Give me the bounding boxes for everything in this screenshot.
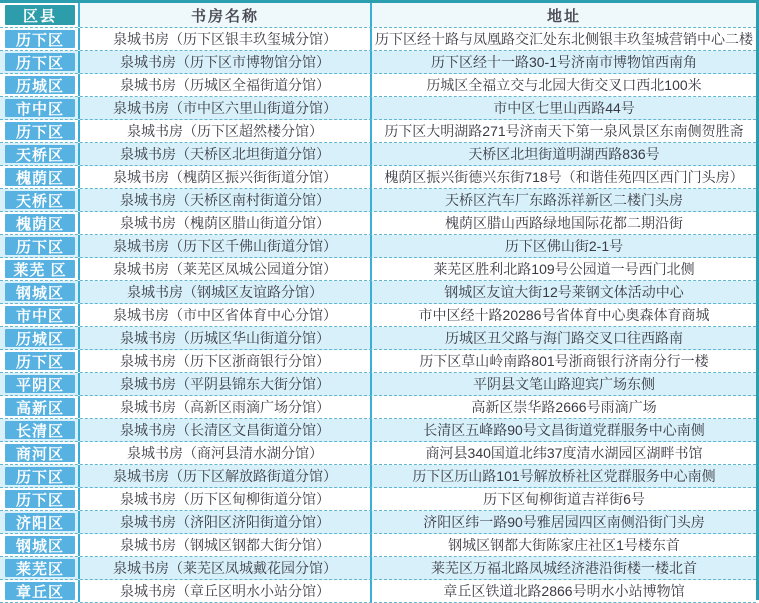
address-cell: 长清区五峰路90号文昌街道党群服务中心南侧 <box>423 422 705 438</box>
table-row <box>0 465 756 488</box>
table-row <box>0 350 756 373</box>
room-name-cell: 泉城书房（历下区解放路街道分馆） <box>78 465 372 487</box>
room-name-cell: 泉城书房（历下区银丰玖玺城分馆） <box>78 28 372 50</box>
room-name-cell: 泉城书房（莱芜区凤城戴花园分馆） <box>78 557 372 579</box>
table-row <box>0 212 756 235</box>
district-label: 市中区 <box>5 99 75 117</box>
room-name-cell: 泉城书房（高新区雨滴广场分馆） <box>78 396 372 418</box>
district-cell <box>0 143 78 165</box>
room-name-cell: 泉城书房（槐荫区腊山街道分馆） <box>78 212 372 234</box>
address-cell: 市中区七里山西路44号 <box>493 100 635 116</box>
column-header-name: 书房名称 <box>78 3 372 27</box>
table-row <box>0 327 756 350</box>
district-label: 长清区 <box>5 421 75 439</box>
district-label: 莱芜区 <box>5 559 75 577</box>
room-name-cell: 泉城书房（历下区浙商银行分馆） <box>78 350 372 372</box>
district-label: 平阴区 <box>5 375 75 393</box>
table-row <box>0 511 756 534</box>
district-label: 钢城区 <box>5 283 75 301</box>
column-header-address: 地址 <box>372 3 756 27</box>
district-cell <box>0 488 78 510</box>
district-cell <box>0 51 78 73</box>
district-label: 历下区 <box>5 30 75 48</box>
table-row <box>0 235 756 258</box>
district-cell <box>0 258 78 280</box>
address-cell: 钢城区钢都大街陈家庄社区1号楼东首 <box>448 537 680 553</box>
table-row <box>0 51 756 74</box>
district-label: 商河区 <box>5 444 75 462</box>
district-label: 历下区 <box>5 122 75 140</box>
table-row <box>0 97 756 120</box>
district-label: 济阳区 <box>5 513 75 531</box>
address-cell: 历下区经十路与凤凰路交汇处东北侧银丰玖玺城营销中心二楼 <box>375 31 753 47</box>
address-cell: 历下区经十一路30-1号济南市博物馆西南角 <box>430 54 698 70</box>
district-label: 槐荫区 <box>5 168 75 186</box>
district-cell <box>0 557 78 579</box>
column-header-district: 区县 <box>5 5 75 25</box>
district-cell <box>0 511 78 533</box>
district-cell <box>0 212 78 234</box>
district-cell <box>0 419 78 441</box>
address-cell: 商河县340国道北纬37度清水湖园区湖畔书馆 <box>425 445 703 461</box>
room-name-cell: 泉城书房（槐荫区振兴街街道分馆） <box>78 166 372 188</box>
table-row <box>0 534 756 557</box>
district-label: 历城区 <box>5 329 75 347</box>
room-name-cell: 泉城书房（历城区全福街道分馆） <box>78 74 372 96</box>
room-name-cell: 泉城书房（历下区甸柳街道分馆） <box>78 488 372 510</box>
room-name-cell: 泉城书房（历下区超然楼分馆） <box>78 120 372 142</box>
room-name-cell: 泉城书房（天桥区北坦街道分馆） <box>78 143 372 165</box>
address-cell: 济阳区纬一路90号雅居园四区南侧沿街门头房 <box>423 514 705 530</box>
room-name-cell: 泉城书房（钢城区友谊路分馆） <box>78 281 372 303</box>
column-header-district-cell <box>0 3 78 27</box>
table-row <box>0 120 756 143</box>
district-label: 历下区 <box>5 53 75 71</box>
address-cell: 莱芜区万福北路凤城经济港沿街楼一楼北首 <box>431 560 697 576</box>
address-cell: 历下区甸柳街道吉祥街6号 <box>483 491 645 507</box>
district-cell <box>0 74 78 96</box>
district-cell <box>0 350 78 372</box>
table-row <box>0 442 756 465</box>
address-cell: 市中区经十路20286号省体育中心奥森体育商城 <box>418 307 710 323</box>
district-label: 历城区 <box>5 76 75 94</box>
district-cell <box>0 120 78 142</box>
table-row <box>0 189 756 212</box>
address-cell: 历下区大明湖路271号济南天下第一泉风景区东南侧贺胜斋 <box>384 123 744 139</box>
table-row <box>0 304 756 327</box>
address-cell: 平阴县文笔山路迎宾广场东侧 <box>473 376 655 392</box>
address-cell: 历下区佛山街2-1号 <box>504 238 624 254</box>
address-cell: 章丘区铁道北路2866号明水小站博物馆 <box>443 583 685 599</box>
table-row <box>0 74 756 97</box>
table-row <box>0 28 756 51</box>
district-label: 钢城区 <box>5 536 75 554</box>
address-cell: 槐荫区腊山西路绿地国际花都二期沿街 <box>445 215 683 231</box>
district-label: 莱芜 区 <box>5 260 75 278</box>
address-cell: 历城区全福立交与北园大街交叉口西北100米 <box>426 77 702 93</box>
district-cell <box>0 396 78 418</box>
address-cell: 槐荫区振兴街德兴东街718号（和谐佳苑四区西门门头房） <box>384 169 744 185</box>
district-label: 历下区 <box>5 490 75 508</box>
table-row <box>0 166 756 189</box>
district-cell <box>0 442 78 464</box>
address-cell: 历下区历山路101号解放桥社区党群服务中心南侧 <box>412 468 716 484</box>
room-name-cell: 泉城书房（章丘区明水小站分馆） <box>78 580 372 602</box>
table-body <box>0 28 756 603</box>
room-name-cell: 泉城书房（历城区华山街道分馆） <box>78 327 372 349</box>
address-cell: 天桥区北坦街道明湖西路836号 <box>468 146 660 162</box>
room-name-cell: 泉城书房（市中区省体育中心分馆） <box>78 304 372 326</box>
district-label: 历下区 <box>5 237 75 255</box>
district-cell <box>0 373 78 395</box>
district-label: 槐荫区 <box>5 214 75 232</box>
table-row <box>0 281 756 304</box>
district-label: 天桥区 <box>5 191 75 209</box>
district-cell <box>0 327 78 349</box>
room-name-cell: 泉城书房（历下区千佛山街道分馆） <box>78 235 372 257</box>
district-label: 章丘区 <box>5 582 75 600</box>
room-name-cell: 泉城书房（莱芜区凤城公园道分馆） <box>78 258 372 280</box>
address-cell: 天桥区汽车厂东路泺祥新区二楼门头房 <box>445 192 683 208</box>
table-row <box>0 557 756 580</box>
district-cell <box>0 28 78 50</box>
district-cell <box>0 189 78 211</box>
district-label: 历下区 <box>5 467 75 485</box>
room-name-cell: 泉城书房（钢城区钢都大街分馆） <box>78 534 372 556</box>
room-name-cell: 泉城书房（天桥区南村街道分馆） <box>78 189 372 211</box>
room-name-cell: 泉城书房（长清区文昌街道分馆） <box>78 419 372 441</box>
district-cell <box>0 304 78 326</box>
address-cell: 历城区丑父路与海门路交叉口往西路南 <box>445 330 683 346</box>
room-name-cell: 泉城书房（济阳区济阳街道分馆） <box>78 511 372 533</box>
district-cell <box>0 235 78 257</box>
district-cell <box>0 97 78 119</box>
district-label: 市中区 <box>5 306 75 324</box>
table-header-row <box>0 3 756 28</box>
address-cell: 钢城区友谊大街12号莱钢文体活动中心 <box>444 284 684 300</box>
address-cell: 历下区草山岭南路801号浙商银行济南分行一楼 <box>419 353 709 369</box>
district-label: 历下区 <box>5 352 75 370</box>
table-row <box>0 488 756 511</box>
district-label: 天桥区 <box>5 145 75 163</box>
district-cell <box>0 281 78 303</box>
room-name-cell: 泉城书房（商河县清水湖分馆） <box>78 442 372 464</box>
room-name-cell: 泉城书房（平阴县锦东大街分馆） <box>78 373 372 395</box>
table-row <box>0 419 756 442</box>
table-row <box>0 396 756 419</box>
table-row <box>0 143 756 166</box>
district-cell <box>0 166 78 188</box>
table-row <box>0 373 756 396</box>
district-cell <box>0 534 78 556</box>
room-name-cell: 泉城书房（市中区六里山街道分馆） <box>78 97 372 119</box>
address-cell: 莱芜区胜利北路109号公园道一号西门北侧 <box>433 261 695 277</box>
table-row <box>0 258 756 281</box>
district-cell <box>0 580 78 602</box>
room-name-cell: 泉城书房（历下区市博物馆分馆） <box>78 51 372 73</box>
address-cell: 高新区崇华路2666号雨滴广场 <box>471 399 657 415</box>
district-cell <box>0 465 78 487</box>
district-label: 高新区 <box>5 398 75 416</box>
